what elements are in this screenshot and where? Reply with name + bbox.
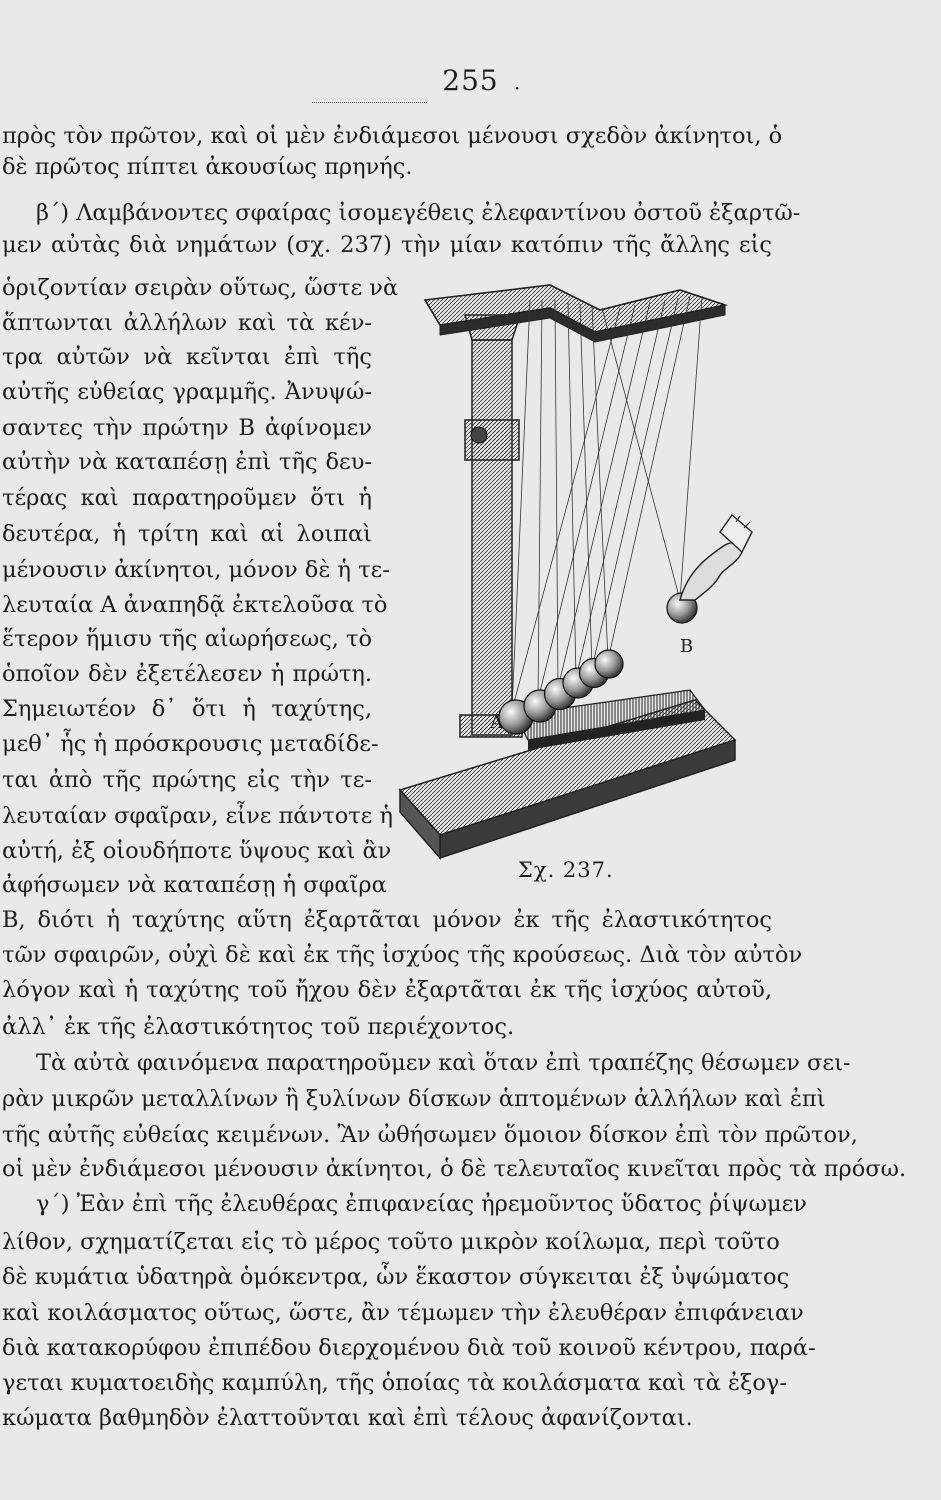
text-line: ὁποῖον δὲν ἐξετέλεσεν ἡ πρώτη.: [2, 661, 372, 687]
newtons-cradle-figure: [380, 270, 775, 870]
text-line: Τὰ αὐτὰ φαινόμενα παρατηροῦμεν καὶ ὅταν ἐπὶ τραπέζης θέσωμεν σει-: [36, 1050, 851, 1076]
text-line: σαντες τὴν πρώτην Β ἀφίνομεν: [2, 415, 372, 441]
text-line: β΄) Λαμβάνοντες σφαίρας ἰσομεγέθεις ἐλεφαντίνου ὀστοῦ ἐξαρτῶ-: [36, 200, 801, 226]
label-a: Α: [490, 712, 503, 733]
text-line: δὲ πρῶτος πίπτει ἀκουσίως πρηνής.: [2, 154, 413, 180]
ball: [595, 650, 623, 678]
text-line: πρὸς τὸν πρῶτον, καὶ οἱ μὲν ἐνδιάμεσοι μένουσι σχεδὸν ἀκίνητοι, ὁ: [2, 123, 783, 149]
figure-threads: [512, 296, 702, 710]
text-line: λόγον καὶ ἡ ταχύτης τοῦ ἤχου δὲν ἐξαρτᾶται ἐκ τῆς ἰσχύος αὐτοῦ,: [2, 977, 772, 1003]
text-line: Σημειωτέον δ᾽ ὅτι ἡ ταχύτης,: [2, 696, 372, 722]
text-line: δευτέρα, ἡ τρίτη καὶ αἱ λοιπαὶ: [2, 521, 372, 547]
hand-icon: [680, 515, 752, 600]
header-rule: [312, 102, 427, 103]
text-line: αὐτή, ἐξ οἱουδήποτε ὕψους καὶ ἂν: [2, 838, 392, 864]
page-number: 255: [442, 64, 499, 97]
text-line: ται ἀπὸ τῆς πρώτης εἰς τὴν τε-: [2, 767, 372, 793]
text-line: μεθ᾽ ἧς ἡ πρόσκρουσις μεταδίδε-: [2, 731, 379, 757]
text-line: τρα αὐτῶν νὰ κεῖνται ἐπὶ τῆς: [2, 344, 372, 370]
text-line: γ΄) Ἐὰν ἐπὶ τῆς ἐλευθέρας ἐπιφανείας ἠρεμοῦντος ὕδατος ῥίψωμεν: [36, 1191, 807, 1217]
text-line: λίθον, σχηματίζεται εἰς τὸ μέρος τοῦτο μικρὸν κοίλωμα, περὶ τοῦτο: [2, 1229, 780, 1255]
figure-base: [400, 690, 735, 858]
text-line: μεν αὐτὰς διὰ νημάτων (σχ. 237) τὴν μίαν κατόπιν τῆς ἄλλης εἰς: [2, 232, 772, 258]
text-line: τῆς αὐτῆς εὐθείας κειμένων. Ἂν ὠθήσωμεν ὅμοιον δίσκον ἐπὶ τὸν πρῶτον,: [2, 1122, 858, 1148]
text-line: αὐτῆς εὐθείας γραμμῆς. Ἀνυψώ-: [2, 379, 372, 405]
text-line: ρὰν μικρῶν μεταλλίνων ἢ ξυλίνων δίσκων ἁπτομένων ἀλλήλων καὶ ἐπὶ: [2, 1086, 826, 1112]
text-line: ἕτερον ἥμισυ τῆς αἰωρήσεως, τὸ: [2, 626, 372, 652]
text-line: δὲ κυμάτια ὑδατηρὰ ὁμόκεντρα, ὧν ἕκαστον σύγκειται ἐξ ὑψώματος: [2, 1264, 790, 1290]
label-b: Β: [680, 636, 694, 657]
text-line: καὶ κοιλάσματος οὕτως, ὥστε, ἂν τέμωμεν τὴν ἐλευθέραν ἐπιφάνειαν: [2, 1300, 804, 1326]
text-line: αὐτὴν νὰ καταπέσῃ ἐπὶ τῆς δευ-: [2, 449, 372, 475]
text-line: ἀλλ᾽ ἐκ τῆς ἐλαστικότητος τοῦ περιέχοντος.: [2, 1014, 515, 1040]
text-line: λευταίαν σφαῖραν, εἶνε πάντοτε ἡ: [2, 803, 393, 829]
text-line: ὁριζοντίαν σειρὰν οὕτως, ὥστε νὰ: [2, 275, 399, 301]
text-line: οἱ μὲν ἐνδιάμεσοι μένουσιν ἀκίνητοι, ὁ δὲ τελευταῖος κινεῖται πρὸς τὰ πρόσω.: [2, 1156, 907, 1182]
text-line: ἀφήσωμεν νὰ καταπέσῃ ἡ σφαῖρα: [2, 872, 387, 898]
text-line: διὰ κατακορύφου ἐπιπέδου διερχομένου διὰ τοῦ κοινοῦ κέντρου, παρά-: [2, 1335, 816, 1361]
text-line: τῶν σφαιρῶν, οὐχὶ δὲ καὶ ἐκ τῆς ἰσχύος τῆς κρούσεως. Διὰ τὸν αὐτὸν: [2, 942, 803, 968]
text-line: Β, διότι ἡ ταχύτης αὕτη ἐξαρτᾶται μόνον ἐκ τῆς ἐλαστικότητος: [2, 907, 772, 933]
text-line: τέρας καὶ παρατηροῦμεν ὅτι ἡ: [2, 485, 372, 511]
figure-column: [460, 315, 522, 737]
text-line: μένουσιν ἀκίνητοι, μόνον δὲ ἡ τε-: [2, 557, 390, 583]
header-dot: ·: [514, 76, 521, 100]
text-line: ἅπτωνται ἀλλήλων καὶ τὰ κέν-: [2, 310, 372, 336]
text-line: λευταία Α ἀναπηδᾷ ἐκτελοῦσα τὸ: [2, 592, 388, 618]
figure-caption: Σχ. 237.: [518, 858, 614, 882]
text-line: γεται κυματοειδὴς καμπύλη, τῆς ὁποίας τὰ κοιλάσματα καὶ τὰ ἐξογ-: [2, 1370, 787, 1396]
text-line: κώματα βαθμηδὸν ἐλαττοῦνται καὶ ἐπὶ τέλους ἀφανίζονται.: [2, 1405, 693, 1431]
